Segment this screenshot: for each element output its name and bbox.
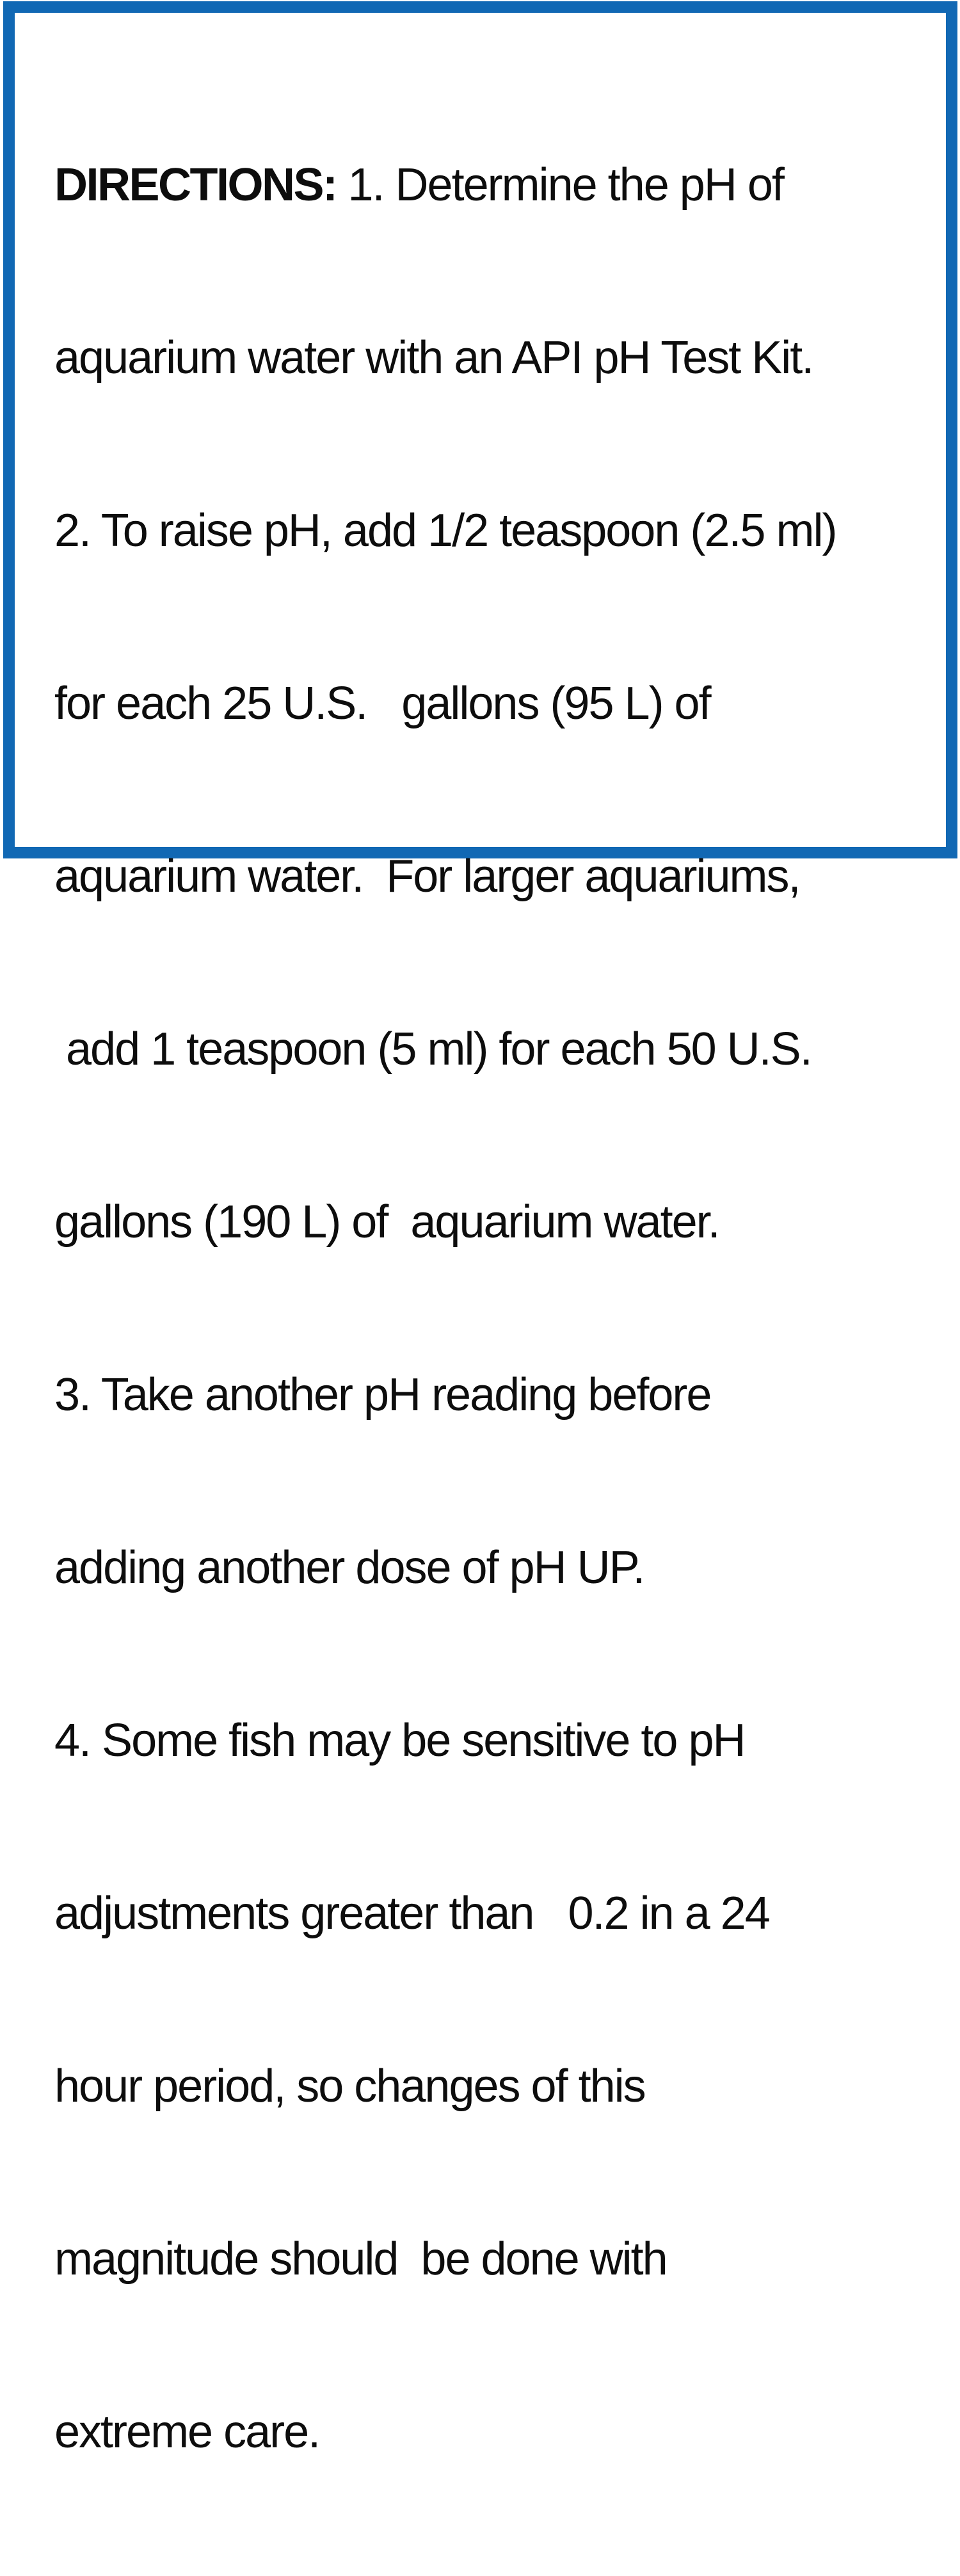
directions-line: add 1 teaspoon (5 ml) for each 50 U.S.: [54, 1024, 812, 1075]
directions-line: 3. Take another pH reading before: [54, 1369, 711, 1421]
directions-heading: DIRECTIONS:: [54, 159, 337, 211]
directions-line: adjustments greater than 0.2 in a 24: [54, 1888, 769, 1939]
directions-line: magnitude should be done with: [54, 2234, 667, 2285]
label-border-frame: [3, 1, 957, 2458]
directions-line: extreme care.: [54, 2406, 320, 2458]
directions-line: aquarium water with an API pH Test Kit.: [54, 332, 813, 383]
directions-line: for each 25 U.S. gallons (95 L) of: [54, 678, 710, 729]
directions-line: 2. To raise pH, add 1/2 teaspoon (2.5 ml): [54, 505, 836, 556]
directions-line: [54, 156, 927, 214]
directions-line: adding another dose of pH UP.: [54, 1542, 644, 1593]
directions-line: 4. Some fish may be sensitive to pH: [54, 1715, 745, 1766]
directions-line: hour period, so changes of this: [54, 2061, 645, 2112]
directions-line-text: 1. Determine the pH of: [336, 159, 783, 211]
directions-line: gallons (190 L) of aquarium water.: [54, 1196, 719, 1248]
directions-paragraph: [54, 41, 927, 2576]
directions-line: aquarium water. For larger aquariums,: [54, 851, 800, 902]
